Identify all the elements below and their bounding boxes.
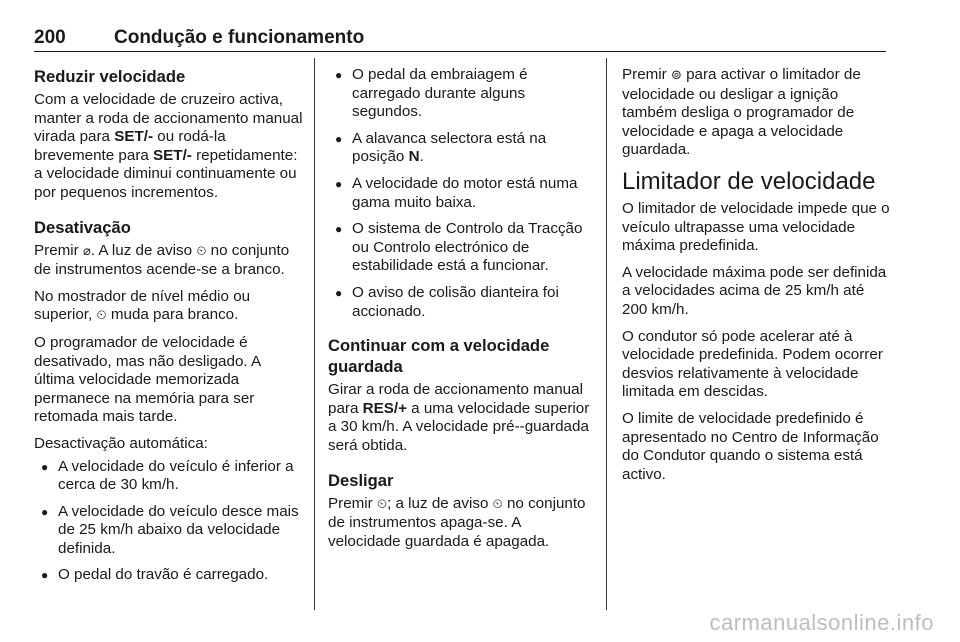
auto-deactivation-list-cont [328, 66, 594, 321]
bullet-icon: ● [335, 222, 343, 237]
list-item [328, 66, 594, 122]
set-minus-label: SET/- [114, 128, 154, 146]
heading-switch-off: Desligar [328, 470, 394, 490]
column-2 [328, 66, 594, 559]
column-1 [34, 66, 304, 593]
heading-speed-limiter: Limitador de velocidade [622, 167, 876, 195]
cruise-lamp-icon: ⏲ [96, 308, 107, 324]
cruise-lamp-icon: ⏲ [492, 496, 503, 512]
list-item [328, 284, 594, 321]
text: Com a velocidade de cruzeiro activa, manter a roda de accionamento manual virada para [34, 91, 303, 146]
paragraph-limiter-1: O limitador de velocidade impede que o veículo ultrapasse uma velocidade máxima predefinida. [622, 199, 890, 255]
paragraph-switch-off [328, 495, 594, 552]
column-divider-2 [606, 58, 607, 610]
paragraph-limiter-2: A velocidade máxima pode ser definida a velocidades acima de 25 km/h até 200 km/h. [622, 263, 887, 318]
text: Premir [328, 494, 377, 512]
text: . [419, 148, 424, 166]
set-minus-label: SET/- [153, 146, 192, 164]
paragraph-limiter-3: O condutor só pode acelerar até à velocidade predefinida. Podem ocorrer desvios relativamente à velocidade limitada em descidas. [622, 327, 883, 401]
list-item [328, 175, 594, 212]
res-plus-label: RES/+ [362, 399, 407, 417]
list-item [34, 566, 304, 585]
bullet-icon: ● [41, 504, 49, 519]
list-item-text: O pedal da embraiagem é carregado durante alguns segundos. [352, 66, 528, 121]
list-item-text: A velocidade do veículo é inferior a cerca de 30 km/h. [58, 457, 294, 494]
heading-deactivation: Desativação [34, 217, 131, 237]
watermark: carmanualsonline.info [709, 610, 934, 635]
list-item [34, 503, 304, 559]
list-item-text: O sistema de Controlo da Tracção ou Controlo electrónico de estabilidade está a funcionar. [352, 220, 583, 275]
text: No mostrador de nível médio ou superior, [34, 287, 251, 324]
cruise-lamp-icon: ⏲ [376, 496, 388, 512]
text: para activar o limitador de velocidade ou desligar a ignição também desliga o programador de velocidade e apaga a velocidade guardada. [622, 66, 861, 159]
gear-n-label: N [408, 148, 420, 166]
text: repetidamente: a velocidade diminui continuamente ou por pequenos incrementos. [34, 146, 298, 201]
page-number: 200 [34, 27, 66, 48]
bullet-icon: ● [41, 568, 49, 583]
paragraph-deactivation-2 [34, 288, 304, 326]
paragraph-deactivation-1 [34, 242, 304, 280]
text: no conjunto de instrumentos acende-se a branco. [34, 241, 290, 279]
list-item-text: A alavanca selectora está na posição [352, 129, 547, 166]
paragraph-deactivation-3: O programador de velocidade é desativado, mas não desligado. A última velocidade memorizada permanece na memória para ser retomada mais tarde. [34, 333, 261, 426]
bullet-icon: ● [335, 131, 343, 146]
bullet-icon: ● [335, 68, 343, 82]
paragraph-reduce-speed [34, 91, 304, 203]
auto-deactivation-list [34, 458, 304, 586]
text: muda para branco. [106, 306, 239, 324]
page-header [34, 27, 886, 52]
paragraph-auto-deactivation: Desactivação automática: [34, 434, 208, 452]
column-divider-1 [314, 58, 315, 610]
text: . A luz de aviso [90, 241, 197, 259]
cruise-off-icon: ⌀ [82, 243, 91, 259]
paragraph-continue [328, 381, 594, 455]
text: Premir [34, 241, 83, 259]
list-item-text: O aviso de colisão dianteira foi accionado. [352, 283, 559, 320]
text: ; a luz de aviso [387, 494, 493, 512]
list-item [328, 220, 594, 276]
heading-continue-saved-speed: Continuar com a velocidade guardada [328, 336, 550, 377]
bullet-icon: ● [335, 176, 343, 191]
text: ou rodá-la brevemente para [34, 128, 226, 164]
list-item-text: O pedal do travão é carregado. [58, 566, 269, 584]
cruise-lamp-icon: ⏲ [196, 243, 207, 259]
list-item-text: A velocidade do motor está numa gama muito baixa. [352, 174, 578, 211]
speed-limiter-icon: ⊚ [670, 68, 682, 83]
list-item-text: A velocidade do veículo desce mais de 25 km/h abaixo da velocidade definida. [58, 502, 299, 557]
paragraph-limiter-intro [622, 66, 890, 160]
list-item [328, 130, 594, 167]
text: no conjunto de instrumentos apaga-se. A velocidade guardada é apagada. [328, 494, 586, 550]
text: Premir [622, 66, 671, 83]
column-3 [622, 66, 890, 492]
paragraph-limiter-4: O limite de velocidade predefinido é apresentado no Centro de Informação do Condutor quando o sistema está activo. [622, 409, 879, 483]
heading-reduce-speed: Reduzir velocidade [34, 67, 186, 86]
list-item [34, 458, 304, 495]
chapter-title: Condução e funcionamento [114, 27, 365, 48]
text: Girar a roda de accionamento manual para [328, 381, 583, 417]
bullet-icon: ● [335, 285, 343, 300]
text: a uma velocidade superior a 30 km/h. A velocidade pré--guardada será obtida. [328, 399, 590, 454]
bullet-icon: ● [41, 459, 49, 474]
